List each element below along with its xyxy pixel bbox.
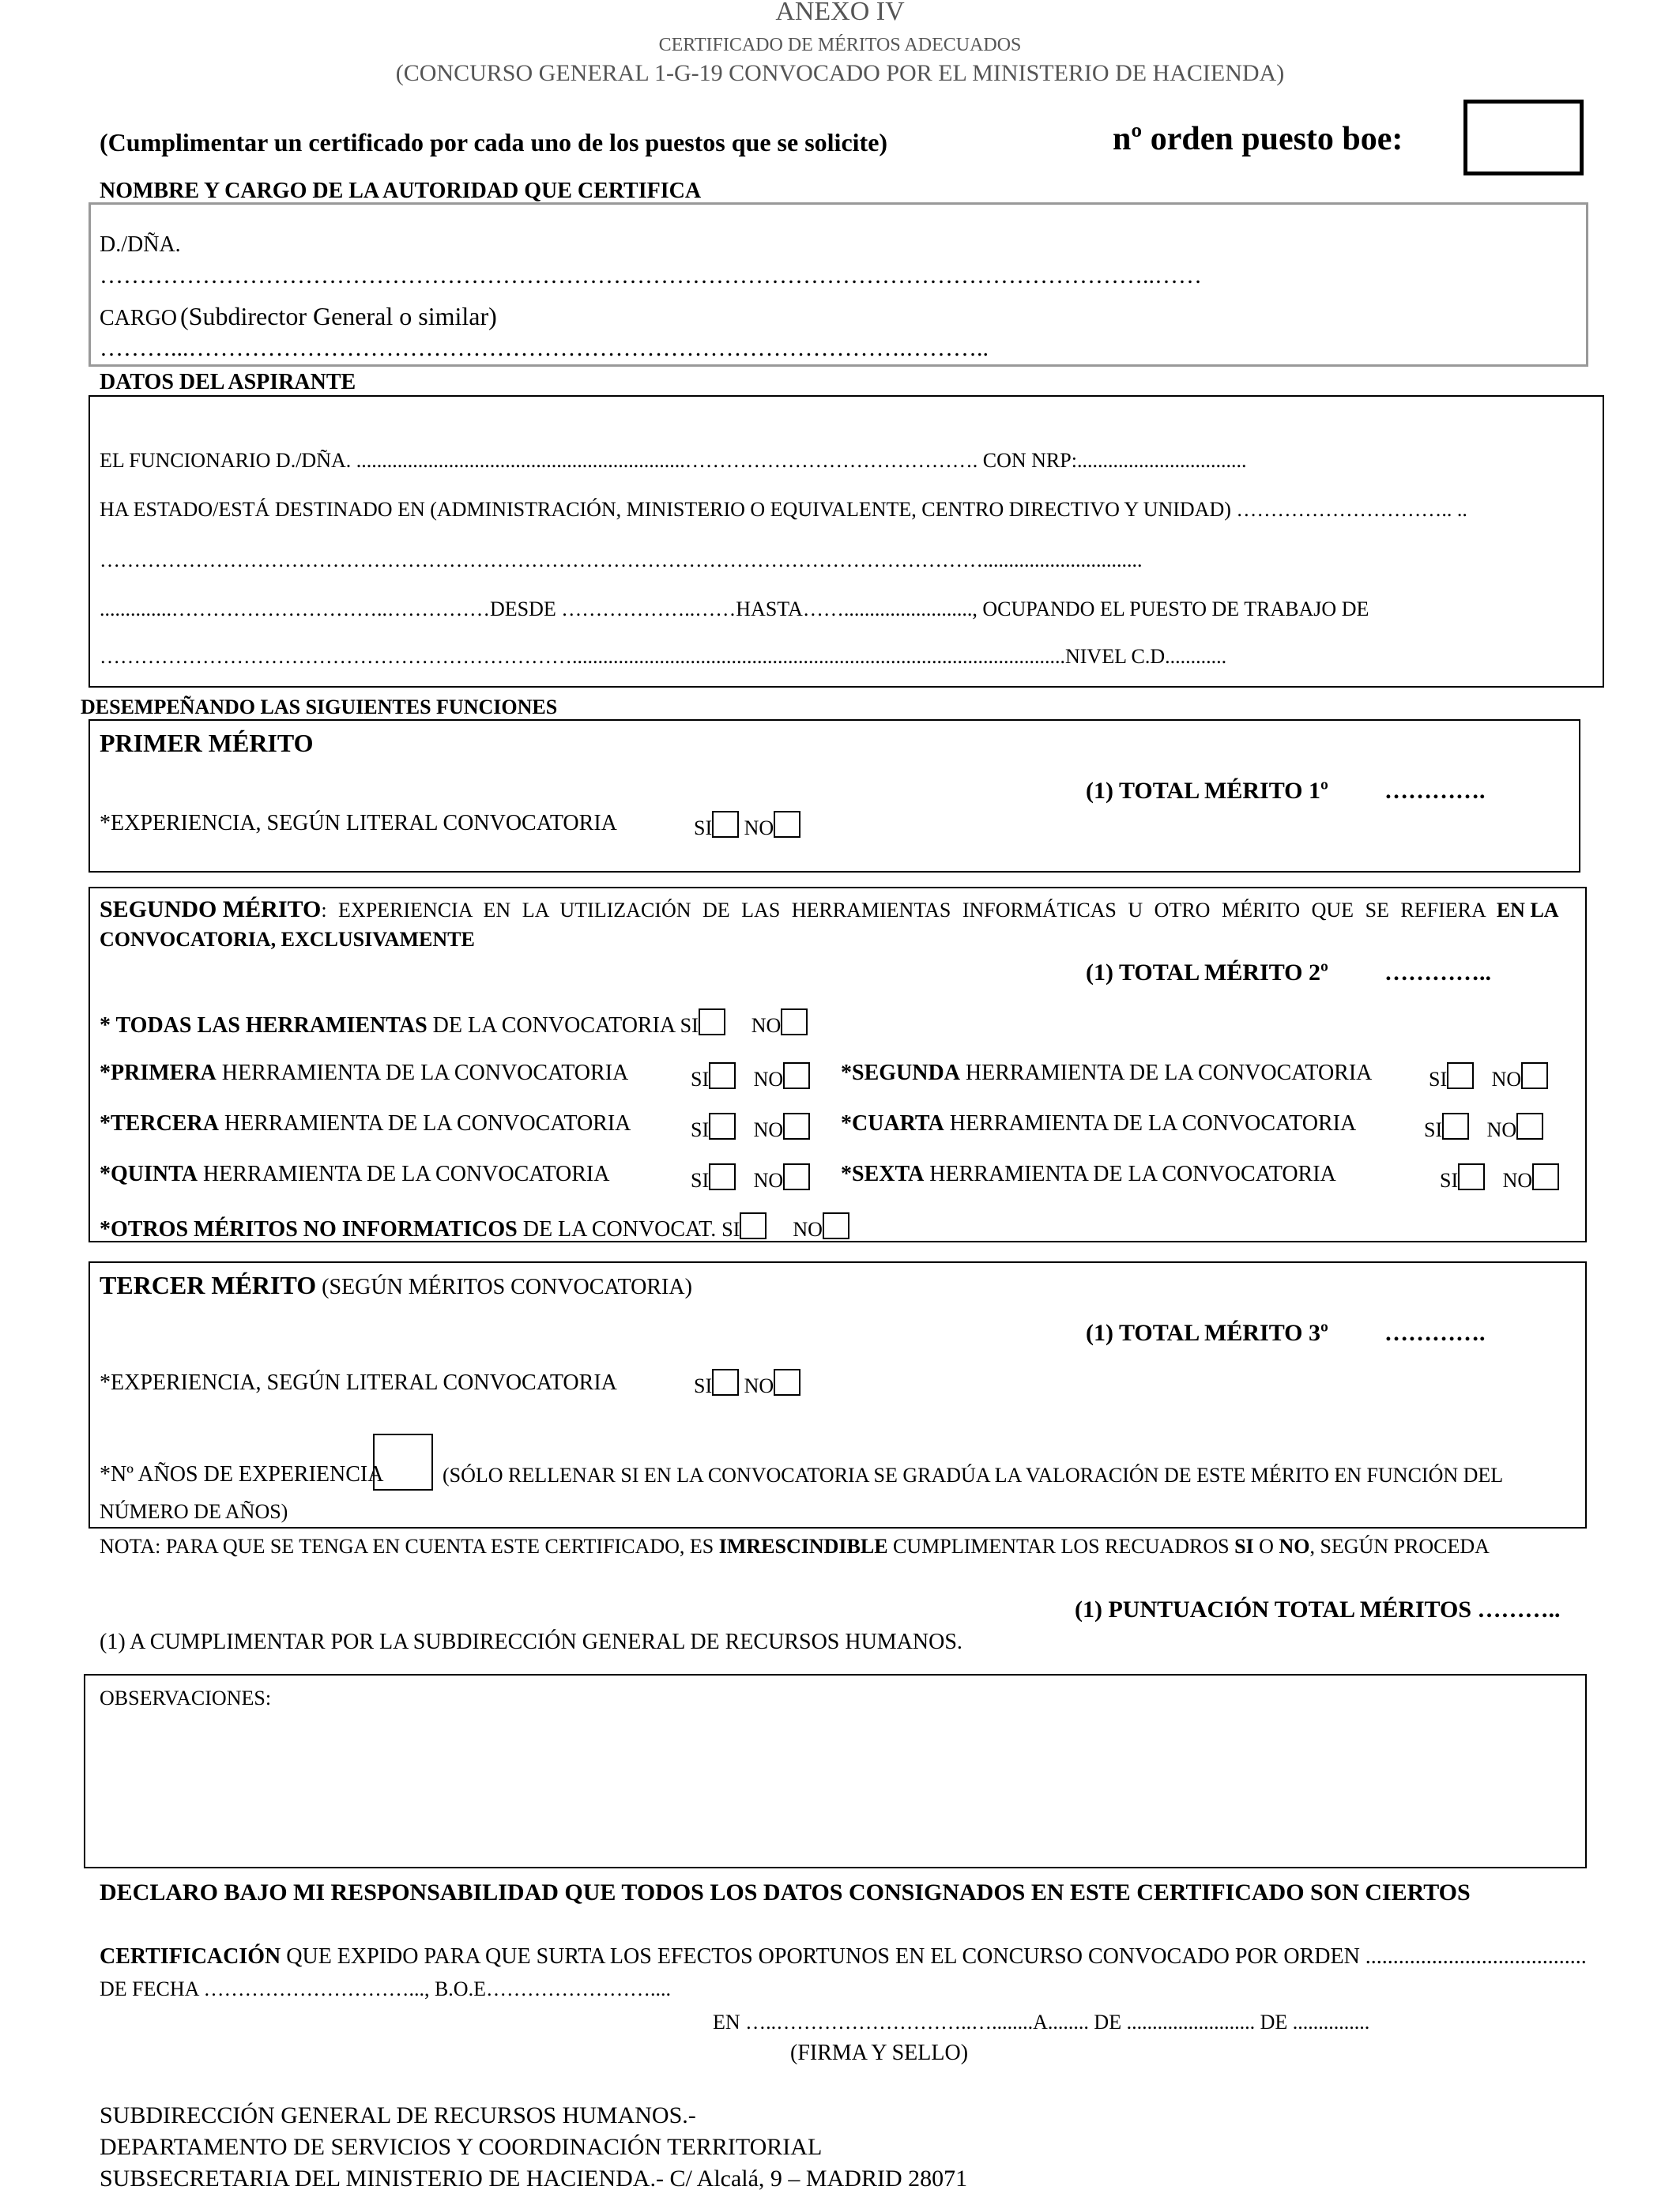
merit2-tool-3-answer — [691, 1113, 810, 1142]
authority-cargo-label: CARGO — [100, 306, 178, 330]
merit2-tool-5-label — [100, 1162, 609, 1187]
annex-title: ANEXO IV — [775, 0, 905, 26]
merit2-tool-1-no-checkbox[interactable] — [783, 1062, 810, 1089]
boe-order-input[interactable] — [1463, 100, 1584, 175]
certification-place-date[interactable]: EN …..………………………..…........A........ DE ......................... DE ............... — [713, 2011, 1370, 2034]
merit3-answer — [694, 1369, 800, 1398]
no-label: NO — [793, 1218, 823, 1241]
merit2-all-tools-suffix: DE LA CONVOCATORIA — [427, 1013, 680, 1038]
merit2-other-suffix: DE LA CONVOCAT. — [517, 1217, 722, 1242]
tool-ordinal: *QUINTA — [100, 1162, 198, 1186]
note-no: NO — [1279, 1535, 1310, 1558]
merit3-total-label: (1) TOTAL MÉRITO 3º — [1086, 1320, 1328, 1346]
applicant-post-line[interactable]: ……………………………………………………………................................................................................................NIVEL C.D............ — [100, 645, 1227, 668]
tool-text: HERRAMIENTA DE LA CONVOCATORIA — [944, 1111, 1357, 1136]
no-label: NO — [1491, 1068, 1522, 1091]
merit3-title: TERCER MÉRITO — [100, 1271, 317, 1299]
merit3-experience-label: *EXPERIENCIA, SEGÚN LITERAL CONVOCATORIA — [100, 1370, 617, 1395]
applicant-name-line[interactable]: EL FUNCIONARIO D./DÑA. ................................................................……………………………………. CON NRP:................................. — [100, 449, 1247, 472]
merit3-title-suffix: (SEGÚN MÉRITOS CONVOCATORIA) — [316, 1275, 692, 1299]
merit2-tool-5-no-checkbox[interactable] — [783, 1163, 810, 1190]
merit2-all-tools-row — [100, 1008, 808, 1039]
merit3-years-input[interactable] — [373, 1434, 433, 1491]
merit2-other-si-checkbox[interactable] — [740, 1212, 767, 1239]
merit2-tool-3-no-checkbox[interactable] — [783, 1113, 810, 1140]
note-text: , SEGÚN PROCEDA — [1309, 1535, 1490, 1558]
authority-section-title: NOMBRE Y CARGO DE LA AUTORIDAD QUE CERTIFICA — [100, 179, 702, 203]
tool-ordinal: *SEXTA — [841, 1162, 925, 1186]
no-label: NO — [744, 816, 774, 839]
si-label: SI — [680, 1014, 699, 1037]
si-label: SI — [1429, 1068, 1448, 1091]
merit3-years-label: *Nº AÑOS DE EXPERIENCIA — [100, 1462, 384, 1487]
observations-label: OBSERVACIONES: — [100, 1687, 272, 1710]
note-emphasis: IMRESCINDIBLE — [718, 1535, 888, 1558]
si-label: SI — [694, 816, 713, 839]
tool-ordinal: *TERCERA — [100, 1111, 219, 1136]
authority-name-field[interactable]: ……………………………………………………………………………………………………………………..…… — [100, 262, 1202, 288]
authority-cargo-hint: (Subdirector General o similar) — [180, 302, 497, 330]
tool-text: HERRAMIENTA DE LA CONVOCATORIA — [197, 1162, 610, 1186]
footer-line-2: DEPARTAMENTO DE SERVICIOS Y COORDINACIÓN TERRITORIAL — [100, 2134, 823, 2160]
merit2-other-no-checkbox[interactable] — [823, 1212, 849, 1239]
applicant-section-title: DATOS DEL ASPIRANTE — [100, 370, 356, 394]
si-label: SI — [694, 1374, 713, 1397]
merit2-other-label: *OTROS MÉRITOS NO INFORMATICOS — [100, 1217, 518, 1242]
merit2-tool-5-si-checkbox[interactable] — [709, 1163, 736, 1190]
certification-line-2[interactable]: DE FECHA …………………………..., B.O.E…………………….... — [100, 1977, 671, 2000]
merit3-years-note: (SÓLO RELLENAR SI EN LA CONVOCATORIA SE GRADÚA LA VALORACIÓN DE ESTE MÉRITO EN FUNCIÓN DEL — [443, 1464, 1504, 1487]
applicant-period-line[interactable]: ..............…………………………..……………DESDE ………………..……HASTA……........................., OCUPANDO EL PUESTO DE TRABAJO DE — [100, 598, 1369, 620]
merit2-tool-3-si-checkbox[interactable] — [709, 1113, 736, 1140]
merit2-all-tools-no-checkbox[interactable] — [781, 1008, 808, 1035]
merit2-title: SEGUNDO MÉRITO — [100, 896, 322, 922]
merit2-tool-1-label — [100, 1061, 628, 1086]
merit1-si-checkbox[interactable] — [712, 811, 739, 838]
merit2-tool-4-no-checkbox[interactable] — [1516, 1113, 1543, 1140]
merit2-tool-6-answer — [1440, 1163, 1559, 1193]
applicant-destination-line-2[interactable]: …………………………………………………………………………………………………………………............................... — [100, 548, 1143, 571]
tool-ordinal: *SEGUNDA — [841, 1061, 960, 1085]
note-text: NOTA: PARA QUE SE TENGA EN CUENTA ESTE CERTIFICADO, ES — [100, 1535, 719, 1558]
applicant-destination-line[interactable]: HA ESTADO/ESTÁ DESTINADO EN (ADMINISTRACIÓN, MINISTERIO O EQUIVALENTE, CENTRO DIRECTIVO Y UNIDAD) ………………………….. .. — [100, 498, 1467, 521]
merit2-other-row — [100, 1212, 849, 1242]
merit3-no-checkbox[interactable] — [774, 1369, 800, 1396]
authority-name-label: D./DÑA. — [100, 232, 181, 257]
merit3-heading — [100, 1271, 692, 1300]
tool-text: HERRAMIENTA DE LA CONVOCATORIA — [218, 1111, 631, 1136]
tool-text: HERRAMIENTA DE LA CONVOCATORIA — [924, 1162, 1336, 1186]
boe-order-label: nº orden puesto boe: — [1113, 121, 1403, 157]
si-label: SI — [691, 1169, 710, 1192]
observations-box[interactable] — [84, 1674, 1587, 1868]
merit2-tool-4-si-checkbox[interactable] — [1442, 1113, 1469, 1140]
merit2-all-tools-si-checkbox[interactable] — [699, 1008, 725, 1035]
merit1-no-checkbox[interactable] — [774, 811, 800, 838]
merit2-tool-1-si-checkbox[interactable] — [709, 1062, 736, 1089]
footer-line-3: SUBSECRETARIA DEL MINISTERIO DE HACIENDA.- C/ Alcalá, 9 – MADRID 28071 — [100, 2166, 968, 2192]
footnote: (1) A CUMPLIMENTAR POR LA SUBDIRECCIÓN GENERAL DE RECURSOS HUMANOS. — [100, 1630, 962, 1654]
merit2-total-label: (1) TOTAL MÉRITO 2º — [1086, 959, 1328, 986]
merit2-tool-4-label — [841, 1111, 1356, 1137]
certificate-title: CERTIFICADO DE MÉRITOS ADECUADOS — [658, 35, 1022, 55]
no-label: NO — [751, 1014, 782, 1037]
merit2-total-value[interactable]: ………….. — [1384, 959, 1491, 986]
merit2-tool-2-label — [841, 1061, 1372, 1086]
footer-line-1: SUBDIRECCIÓN GENERAL DE RECURSOS HUMANOS.- — [100, 2102, 696, 2128]
si-label: SI — [721, 1218, 740, 1241]
merit3-years-note-2: NÚMERO DE AÑOS) — [100, 1500, 288, 1523]
functions-title: DESEMPEÑANDO LAS SIGUIENTES FUNCIONES — [81, 696, 558, 718]
instructions: (Cumplimentar un certificado por cada uno de los puestos que se solicite) — [100, 128, 888, 156]
no-label: NO — [744, 1374, 774, 1397]
contest-title: (CONCURSO GENERAL 1-G-19 CONVOCADO POR EL MINISTERIO DE HACIENDA) — [395, 60, 1285, 86]
no-label: NO — [1486, 1118, 1517, 1141]
tool-ordinal: *CUARTA — [841, 1111, 944, 1136]
merit2-all-tools-label: * TODAS LAS HERRAMIENTAS — [100, 1013, 428, 1038]
no-label: NO — [1502, 1169, 1533, 1192]
tool-text: HERRAMIENTA DE LA CONVOCATORIA — [216, 1061, 629, 1085]
note — [100, 1535, 1490, 1559]
merit2-tool-2-answer — [1429, 1062, 1548, 1091]
merit2-tool-6-label — [841, 1162, 1336, 1187]
merit2-tool-5-answer — [691, 1163, 810, 1193]
si-label: SI — [691, 1068, 710, 1091]
authority-cargo-field[interactable]: ………...……………………………………………………………………………….……….. — [100, 335, 989, 361]
no-label: NO — [753, 1169, 784, 1192]
merit2-description-bold: EN LA — [1496, 899, 1559, 922]
merit1-title: PRIMER MÉRITO — [100, 729, 314, 757]
merit1-total-value[interactable]: …………. — [1384, 778, 1486, 804]
merit2-tool-3-label — [100, 1111, 631, 1137]
certification-lead: CERTIFICACIÓN — [100, 1944, 281, 1969]
no-label: NO — [753, 1068, 784, 1091]
authority-cargo-line — [100, 302, 497, 331]
no-label: NO — [753, 1118, 784, 1141]
signature-label: (FIRMA Y SELLO) — [790, 2041, 969, 2065]
applicant-box — [89, 395, 1604, 688]
merit2-description: : EXPERIENCIA EN LA UTILIZACIÓN DE LAS HERRAMIENTAS INFORMÁTICAS U OTRO MÉRITO QUE SE REFIERA — [321, 899, 1497, 922]
merit2-description-2: CONVOCATORIA, EXCLUSIVAMENTE — [100, 928, 475, 951]
total-score-label[interactable]: (1) PUNTUACIÓN TOTAL MÉRITOS ……….. — [1075, 1596, 1561, 1623]
merit3-total-value[interactable]: …………. — [1384, 1320, 1486, 1346]
merit2-tool-6-no-checkbox[interactable] — [1532, 1163, 1559, 1190]
declaration: DECLARO BAJO MI RESPONSABILIDAD QUE TODOS LOS DATOS CONSIGNADOS EN ESTE CERTIFICADO SON CIERTOS — [100, 1879, 1471, 1906]
certification-text[interactable]: QUE EXPIDO PARA QUE SURTA LOS EFECTOS OPORTUNOS EN EL CONCURSO CONVOCADO POR ORDEN ........................................ — [281, 1944, 1587, 1969]
merit1-total-label: (1) TOTAL MÉRITO 1º — [1086, 778, 1328, 804]
note-text: CUMPLIMENTAR LOS RECUADROS — [887, 1535, 1235, 1558]
tool-text: HERRAMIENTA DE LA CONVOCATORIA — [959, 1061, 1373, 1085]
si-label: SI — [691, 1118, 710, 1141]
tool-ordinal: *PRIMERA — [100, 1061, 217, 1085]
merit2-heading — [100, 896, 1574, 923]
merit1-answer — [694, 811, 800, 840]
certification-line-1 — [100, 1944, 1587, 1970]
note-si: SI — [1234, 1535, 1254, 1558]
merit2-tool-4-answer — [1424, 1113, 1543, 1142]
merit1-experience-label: *EXPERIENCIA, SEGÚN LITERAL CONVOCATORIA — [100, 811, 617, 835]
merit2-tool-2-no-checkbox[interactable] — [1521, 1062, 1548, 1089]
note-text: O — [1253, 1535, 1279, 1558]
si-label: SI — [1440, 1169, 1459, 1192]
si-label: SI — [1424, 1118, 1443, 1141]
merit2-tool-6-si-checkbox[interactable] — [1458, 1163, 1485, 1190]
merit3-si-checkbox[interactable] — [712, 1369, 739, 1396]
merit2-tool-1-answer — [691, 1062, 810, 1091]
merit2-tool-2-si-checkbox[interactable] — [1447, 1062, 1474, 1089]
